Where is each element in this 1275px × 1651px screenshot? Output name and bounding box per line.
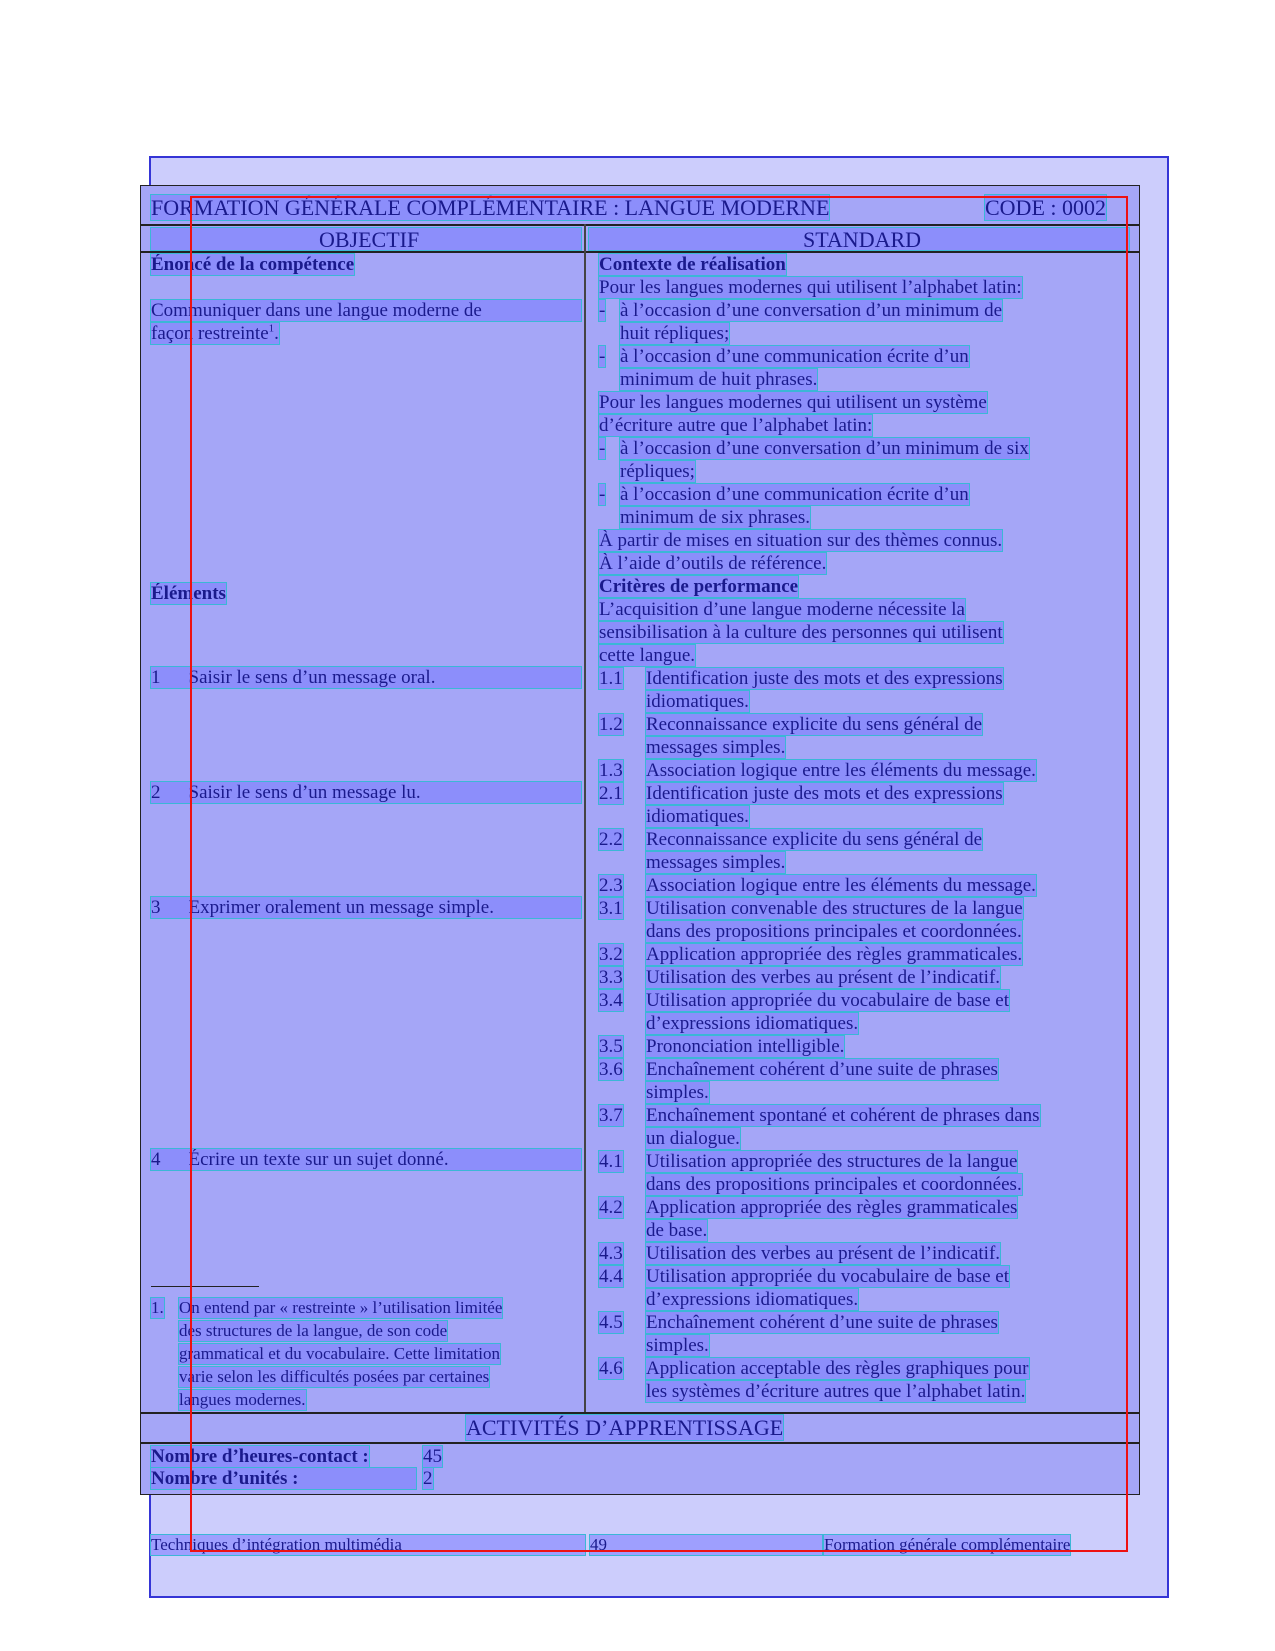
criterion-text: messages simples.	[646, 737, 786, 758]
criterion-number: 1.3	[599, 760, 623, 781]
competence-line-1: Communiquer dans une langue moderne de	[151, 300, 581, 321]
footer-right: Formation générale complémentaire	[824, 1535, 1071, 1554]
criterion-text: un dialogue.	[646, 1128, 740, 1149]
criterion-number: 3.7	[599, 1105, 623, 1126]
other-item-dash: -	[599, 484, 606, 505]
criterion-number: 2.3	[599, 875, 623, 896]
criterion-text: d’expressions idiomatiques.	[646, 1013, 859, 1034]
document-title: FORMATION GÉNÉRALE COMPLÉMENTAIRE : LANGUE MODERNE	[151, 195, 830, 220]
element-2: 2 Saisir le sens d’un message lu.	[151, 782, 581, 803]
criterion-text: Reconnaissance explicite du sens général de	[646, 829, 983, 850]
footnote-line: des structures de la langue, de son code	[179, 1321, 448, 1340]
latin-item-line: à l’occasion d’une communication écrite d’un	[620, 346, 969, 367]
footnote-line: On entend par « restreinte » l’utilisation limitée	[179, 1298, 503, 1317]
tools-text: À l’aide d’outils de référence.	[599, 553, 827, 574]
criterion-number: 1.2	[599, 714, 623, 735]
criterion-number: 3.3	[599, 967, 623, 988]
criterion-text: idiomatiques.	[646, 806, 749, 827]
footer-page-number: 49	[590, 1535, 822, 1555]
other-intro-line: Pour les langues modernes qui utilisent un système	[599, 392, 987, 413]
criterion-number: 3.1	[599, 898, 623, 919]
criterion-text: Enchaînement spontané et cohérent de phrases dans	[646, 1105, 1040, 1126]
criterion-text: idiomatiques.	[646, 691, 749, 712]
criterion-number: 3.2	[599, 944, 623, 965]
criterion-text: Identification juste des mots et des expressions	[646, 783, 1003, 804]
criterion-text: Utilisation des verbes au présent de l’indicatif.	[646, 967, 1001, 988]
criterion-number: 2.2	[599, 829, 623, 850]
competence-heading: Énoncé de la compétence	[151, 254, 355, 275]
other-item-line: minimum de six phrases.	[620, 507, 810, 528]
column-divider	[584, 224, 586, 1412]
criteria-intro-line: cette langue.	[599, 645, 696, 666]
criterion-text: messages simples.	[646, 852, 786, 873]
criterion-text: dans des propositions principales et coordonnées.	[646, 1174, 1022, 1195]
footer-left: Techniques d’intégration multimédia	[151, 1535, 585, 1555]
other-intro-line: d’écriture autre que l’alphabet latin:	[599, 415, 873, 436]
element-4: 4 Écrire un texte sur un sujet donné.	[151, 1149, 581, 1170]
elements-heading: Éléments	[151, 583, 226, 604]
element-3: 3 Exprimer oralement un message simple.	[151, 897, 581, 918]
criterion-number: 4.6	[599, 1358, 623, 1379]
criterion-text: Utilisation appropriée des structures de la langue	[646, 1151, 1018, 1172]
activities-heading: ACTIVITÉS D’APPRENTISSAGE	[466, 1415, 784, 1440]
latin-item-line: à l’occasion d’une conversation d’un minimum de	[620, 300, 1003, 321]
criteria-intro-line: sensibilisation à la culture des personnes qui utilisent	[599, 622, 1003, 643]
criterion-text: de base.	[646, 1220, 708, 1241]
criterion-number: 3.4	[599, 990, 623, 1011]
criterion-text: Application acceptable des règles graphiques pour	[646, 1358, 1029, 1379]
units-value: 2	[423, 1468, 433, 1489]
criterion-text: d’expressions idiomatiques.	[646, 1289, 859, 1310]
hours-value: 45	[423, 1446, 442, 1467]
criterion-text: Enchaînement cohérent d’une suite de phrases	[646, 1312, 998, 1333]
element-1: 1 Saisir le sens d’un message oral.	[151, 667, 581, 688]
units-label: Nombre d’unités :	[151, 1468, 416, 1489]
activities-bottom-rule	[140, 1442, 1140, 1444]
criteria-intro-line: L’acquisition d’une langue moderne nécessite la	[599, 599, 965, 620]
standard-heading: STANDARD	[803, 227, 922, 252]
objectif-heading: OBJECTIF	[319, 227, 420, 252]
header-rule	[140, 224, 1140, 226]
footnote-mark: 1	[268, 322, 275, 335]
footnote-line: varie selon les difficultés posées par certaines	[179, 1367, 490, 1386]
criterion-text: simples.	[646, 1335, 709, 1356]
criterion-number: 4.2	[599, 1197, 623, 1218]
criterion-text: Association logique entre les éléments du message.	[646, 875, 1036, 896]
footnote-number: 1.	[151, 1298, 164, 1317]
criterion-text: Association logique entre les éléments du message.	[646, 760, 1036, 781]
criterion-number: 1.1	[599, 668, 623, 689]
other-item-dash: -	[599, 438, 606, 459]
criterion-number: 4.5	[599, 1312, 623, 1333]
context-heading: Contexte de réalisation	[599, 254, 786, 275]
criterion-text: Utilisation appropriée du vocabulaire de base et	[646, 1266, 1009, 1287]
criterion-text: dans des propositions principales et coordonnées.	[646, 921, 1022, 942]
criterion-text: Enchaînement cohérent d’une suite de phrases	[646, 1059, 998, 1080]
criterion-text: Identification juste des mots et des expressions	[646, 668, 1003, 689]
latin-item-dash: -	[599, 346, 606, 367]
latin-item-dash: -	[599, 300, 606, 321]
activities-top-rule	[140, 1412, 1140, 1414]
criterion-text: simples.	[646, 1082, 709, 1103]
footnote-line: langues modernes.	[179, 1390, 306, 1409]
criterion-text: Application appropriée des règles grammaticales	[646, 1197, 1018, 1218]
criterion-number: 2.1	[599, 783, 623, 804]
criterion-number: 3.6	[599, 1059, 623, 1080]
hours-label: Nombre d’heures-contact :	[151, 1446, 369, 1467]
criterion-text: Reconnaissance explicite du sens général de	[646, 714, 983, 735]
criterion-number: 3.5	[599, 1036, 623, 1057]
other-item-line: à l’occasion d’une communication écrite d’un	[620, 484, 969, 505]
other-item-line: à l’occasion d’une conversation d’un minimum de six	[620, 438, 1029, 459]
footnote-separator	[151, 1286, 259, 1287]
document-code: CODE : 0002	[985, 195, 1106, 220]
competence-line-2: façon restreinte$^1$.	[151, 322, 279, 344]
other-item-line: répliques;	[620, 461, 695, 482]
latin-intro: Pour les langues modernes qui utilisent l’alphabet latin:	[599, 277, 1022, 298]
criterion-text: Utilisation appropriée du vocabulaire de base et	[646, 990, 1009, 1011]
footnote-line: grammatical et du vocabulaire. Cette limitation	[179, 1344, 500, 1363]
latin-item-line: minimum de huit phrases.	[620, 369, 818, 390]
criterion-text: Prononciation intelligible.	[646, 1036, 845, 1057]
criterion-number: 4.1	[599, 1151, 623, 1172]
criterion-text: Utilisation convenable des structures de la langue	[646, 898, 1023, 919]
criteria-heading: Critères de performance	[599, 576, 799, 597]
criterion-number: 4.4	[599, 1266, 623, 1287]
criterion-text: Utilisation des verbes au présent de l’indicatif.	[646, 1243, 1001, 1264]
criterion-text: les systèmes d’écriture autres que l’alphabet latin.	[646, 1381, 1026, 1402]
criterion-number: 4.3	[599, 1243, 623, 1264]
criterion-text: Application appropriée des règles grammaticales.	[646, 944, 1023, 965]
situations-text: À partir de mises en situation sur des thèmes connus.	[599, 530, 1003, 551]
latin-item-line: huit répliques;	[620, 323, 730, 344]
columns-rule	[140, 251, 1140, 253]
